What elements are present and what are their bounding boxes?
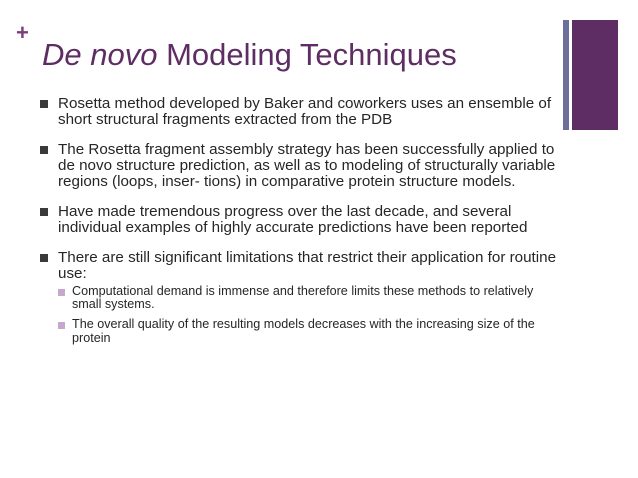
bullet-text: The Rosetta fragment assembly strategy has been successfully applied to de novo structure prediction, as well as to modeling of structurally variable regions (loops, inser- tions) in comparative protein structure models. [58, 140, 556, 190]
bullet-item [40, 204, 560, 236]
bullet-item [40, 142, 560, 190]
sub-bullet-text: Computational demand is immense and therefore limits these methods to relatively small systems. [72, 283, 534, 312]
slide-title [42, 36, 457, 73]
accent-bar-thin [563, 20, 569, 130]
square-sub-bullet-icon [58, 322, 65, 329]
plus-icon: + [16, 20, 29, 45]
square-bullet-icon [40, 254, 48, 262]
square-sub-bullet-icon [58, 289, 65, 296]
bullet-text: There are still significant limitations that restrict their application for routine use: [58, 248, 557, 282]
sub-bullet-item [58, 285, 560, 313]
bullet-item [40, 250, 560, 346]
slide-title-rest: Modeling Techniques [157, 37, 457, 72]
accent-bar-thick [572, 20, 618, 130]
sub-bullet-list [58, 285, 560, 346]
sub-bullet-item [58, 318, 560, 346]
square-bullet-icon [40, 100, 48, 108]
square-bullet-icon [40, 146, 48, 154]
slide-title-italic: De novo [42, 37, 158, 72]
bullet-text: Have made tremendous progress over the last decade, and several individual examples of highly accurate predictions have been reported [58, 202, 528, 236]
square-bullet-icon [40, 208, 48, 216]
sub-bullet-text: The overall quality of the resulting models decreases with the increasing size of the protein [72, 317, 535, 346]
bullet-text: Rosetta method developed by Baker and coworkers uses an ensemble of short structural fragments extracted from the PDB [58, 95, 552, 128]
bullet-item [40, 96, 560, 128]
bullet-list [40, 96, 560, 360]
